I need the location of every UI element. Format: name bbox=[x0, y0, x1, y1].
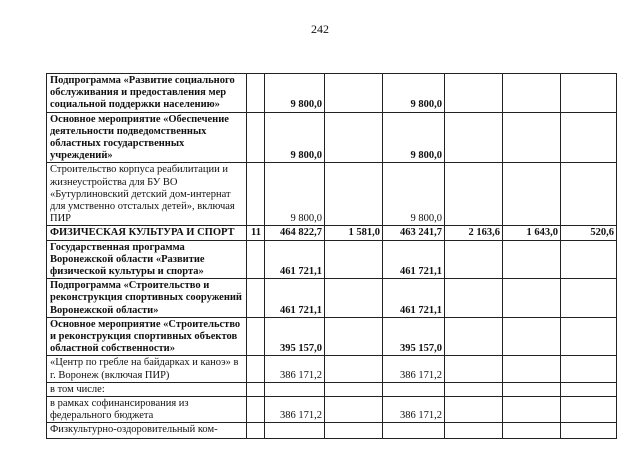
cell-col4 bbox=[445, 240, 503, 279]
cell-col5 bbox=[503, 356, 561, 382]
cell-col3: 386 171,2 bbox=[383, 356, 445, 382]
cell-col3: 386 171,2 bbox=[383, 397, 445, 423]
cell-col3 bbox=[383, 423, 445, 439]
table-row bbox=[47, 279, 617, 318]
cell-col4 bbox=[445, 382, 503, 396]
cell-col4 bbox=[445, 74, 503, 113]
cell-total: 9 800,0 bbox=[265, 74, 325, 113]
row-code bbox=[247, 317, 265, 356]
cell-col2 bbox=[325, 317, 383, 356]
table-row bbox=[47, 240, 617, 279]
row-code bbox=[247, 74, 265, 113]
table-row bbox=[47, 74, 617, 113]
row-code bbox=[247, 163, 265, 226]
cell-col4 bbox=[445, 163, 503, 226]
table-row bbox=[47, 356, 617, 382]
cell-total: 9 800,0 bbox=[265, 112, 325, 163]
cell-col4 bbox=[445, 112, 503, 163]
cell-col3: 9 800,0 bbox=[383, 112, 445, 163]
row-code: 11 bbox=[247, 226, 265, 240]
cell-col2 bbox=[325, 163, 383, 226]
row-name: Физкультурно-оздоровительный ком- bbox=[47, 423, 247, 439]
cell-total: 464 822,7 bbox=[265, 226, 325, 240]
cell-col2 bbox=[325, 279, 383, 318]
cell-col2 bbox=[325, 240, 383, 279]
table-row bbox=[47, 226, 617, 240]
cell-col6 bbox=[561, 163, 617, 226]
cell-col2 bbox=[325, 112, 383, 163]
cell-total bbox=[265, 382, 325, 396]
cell-col6 bbox=[561, 356, 617, 382]
row-name: в том числе: bbox=[47, 382, 247, 396]
cell-total: 461 721,1 bbox=[265, 240, 325, 279]
cell-col6: 520,6 bbox=[561, 226, 617, 240]
cell-col4 bbox=[445, 279, 503, 318]
cell-col6 bbox=[561, 382, 617, 396]
cell-col3: 463 241,7 bbox=[383, 226, 445, 240]
row-name: Строительство корпуса реабилитации и жизнеустройства для БУ ВО «Бутурлиновский детский дом-интернат для умственно отсталых детей», включая ПИР bbox=[47, 163, 247, 226]
table-row bbox=[47, 382, 617, 396]
cell-col4 bbox=[445, 397, 503, 423]
cell-total: 461 721,1 bbox=[265, 279, 325, 318]
table-row bbox=[47, 163, 617, 226]
cell-col4 bbox=[445, 317, 503, 356]
cell-col4: 2 163,6 bbox=[445, 226, 503, 240]
cell-col5 bbox=[503, 423, 561, 439]
row-name: Подпрограмма «Строительство и реконструкция спортивных сооружений Воронежской области» bbox=[47, 279, 247, 318]
cell-col2 bbox=[325, 423, 383, 439]
cell-col5 bbox=[503, 317, 561, 356]
row-name: Подпрограмма «Развитие социального обслуживания и предоставления мер социальной поддержки населению» bbox=[47, 74, 247, 113]
table-body bbox=[47, 74, 617, 439]
cell-col2 bbox=[325, 382, 383, 396]
table-row bbox=[47, 397, 617, 423]
cell-total: 395 157,0 bbox=[265, 317, 325, 356]
row-name: Государственная программа Воронежской области «Развитие физической культуры и спорта» bbox=[47, 240, 247, 279]
row-name: «Центр по гребле на байдарках и каноэ» в г. Воронеж (включая ПИР) bbox=[47, 356, 247, 382]
cell-col5 bbox=[503, 397, 561, 423]
table-row bbox=[47, 317, 617, 356]
cell-col6 bbox=[561, 112, 617, 163]
cell-col2: 1 581,0 bbox=[325, 226, 383, 240]
table-row bbox=[47, 112, 617, 163]
cell-col3: 461 721,1 bbox=[383, 279, 445, 318]
page-number: 242 bbox=[311, 22, 329, 36]
cell-col2 bbox=[325, 397, 383, 423]
cell-col5 bbox=[503, 163, 561, 226]
row-code bbox=[247, 397, 265, 423]
cell-col5: 1 643,0 bbox=[503, 226, 561, 240]
row-name: ФИЗИЧЕСКАЯ КУЛЬТУРА И СПОРТ bbox=[47, 226, 247, 240]
cell-col6 bbox=[561, 279, 617, 318]
cell-col5 bbox=[503, 240, 561, 279]
row-code bbox=[247, 356, 265, 382]
cell-col6 bbox=[561, 240, 617, 279]
cell-col5 bbox=[503, 279, 561, 318]
row-code bbox=[247, 240, 265, 279]
cell-col6 bbox=[561, 74, 617, 113]
cell-col4 bbox=[445, 356, 503, 382]
row-name: Основное мероприятие «Строительство и реконструкция спортивных объектов областной собственности» bbox=[47, 317, 247, 356]
cell-col4 bbox=[445, 423, 503, 439]
row-name: Основное мероприятие «Обеспечение деятельности подведомственных областных государственных учреждений» bbox=[47, 112, 247, 163]
cell-col6 bbox=[561, 423, 617, 439]
cell-total bbox=[265, 423, 325, 439]
budget-table bbox=[46, 73, 617, 439]
cell-col6 bbox=[561, 397, 617, 423]
row-code bbox=[247, 279, 265, 318]
cell-col3: 9 800,0 bbox=[383, 163, 445, 226]
row-code bbox=[247, 112, 265, 163]
cell-col3: 9 800,0 bbox=[383, 74, 445, 113]
cell-total: 386 171,2 bbox=[265, 356, 325, 382]
cell-col3: 395 157,0 bbox=[383, 317, 445, 356]
cell-col5 bbox=[503, 112, 561, 163]
cell-col5 bbox=[503, 74, 561, 113]
cell-col3 bbox=[383, 382, 445, 396]
row-code bbox=[247, 423, 265, 439]
cell-col6 bbox=[561, 317, 617, 356]
row-code bbox=[247, 382, 265, 396]
cell-total: 386 171,2 bbox=[265, 397, 325, 423]
cell-col2 bbox=[325, 74, 383, 113]
cell-total: 9 800,0 bbox=[265, 163, 325, 226]
table-row bbox=[47, 423, 617, 439]
row-name: в рамках софинансирования из федерального бюджета bbox=[47, 397, 247, 423]
cell-col2 bbox=[325, 356, 383, 382]
cell-col5 bbox=[503, 382, 561, 396]
cell-col3: 461 721,1 bbox=[383, 240, 445, 279]
